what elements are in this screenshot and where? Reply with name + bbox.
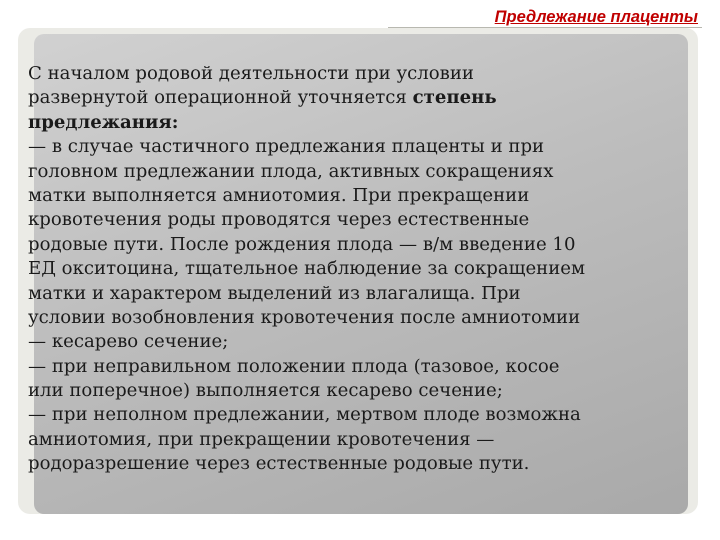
line-bold-text: предлежания: <box>28 111 179 133</box>
line-text: условии возобновления кровотечения после амниотомии <box>28 306 581 328</box>
line-text: — при неправильном положении плода (тазовое, косое <box>28 355 560 377</box>
text-line <box>28 330 688 354</box>
text-line <box>28 257 688 281</box>
text-line <box>28 452 688 476</box>
line-bold-text: степень <box>412 87 497 109</box>
line-text: родовые пути. После рождения плода — в/м введение 10 <box>28 233 576 255</box>
line-text: родоразрешение через естественные родовые пути. <box>28 453 530 475</box>
line-text: — в случае частичного предлежания плаценты и при <box>28 136 545 158</box>
line-text: — кесарево сечение; <box>28 331 229 353</box>
line-text: головном предлежании плода, активных сокращениях <box>28 160 554 182</box>
text-line <box>28 135 688 159</box>
text-line <box>28 184 688 208</box>
line-text: — при неполном предлежании, мертвом плоде возможна <box>28 404 581 426</box>
body-text <box>28 62 688 477</box>
text-line <box>28 428 688 452</box>
line-text: или поперечное) выполняется кесарево сечение; <box>28 380 503 402</box>
text-line <box>28 62 688 86</box>
slide-title: Предлежание плаценты <box>494 8 698 26</box>
line-text: ЕД окситоцина, тщательное наблюдение за сокращением <box>28 258 586 280</box>
text-line <box>28 86 688 110</box>
title-underline-rule <box>388 27 702 28</box>
line-text: развернутой операционной уточняется <box>28 87 413 109</box>
text-line <box>28 355 688 379</box>
line-text: матки и характером выделений из влагалища. При <box>28 282 521 304</box>
line-text: амниотомия, при прекращении кровотечения — <box>28 428 495 450</box>
text-line <box>28 379 688 403</box>
text-line <box>28 282 688 306</box>
text-line <box>28 403 688 427</box>
text-line <box>28 208 688 232</box>
line-text: кровотечения роды проводятся через естественные <box>28 209 530 231</box>
line-text: матки выполняется амниотомия. При прекращении <box>28 184 530 206</box>
text-line <box>28 233 688 257</box>
line-text: С началом родовой деятельности при условии <box>28 63 474 84</box>
text-line <box>28 306 688 330</box>
text-line <box>28 160 688 184</box>
text-line <box>28 111 688 135</box>
